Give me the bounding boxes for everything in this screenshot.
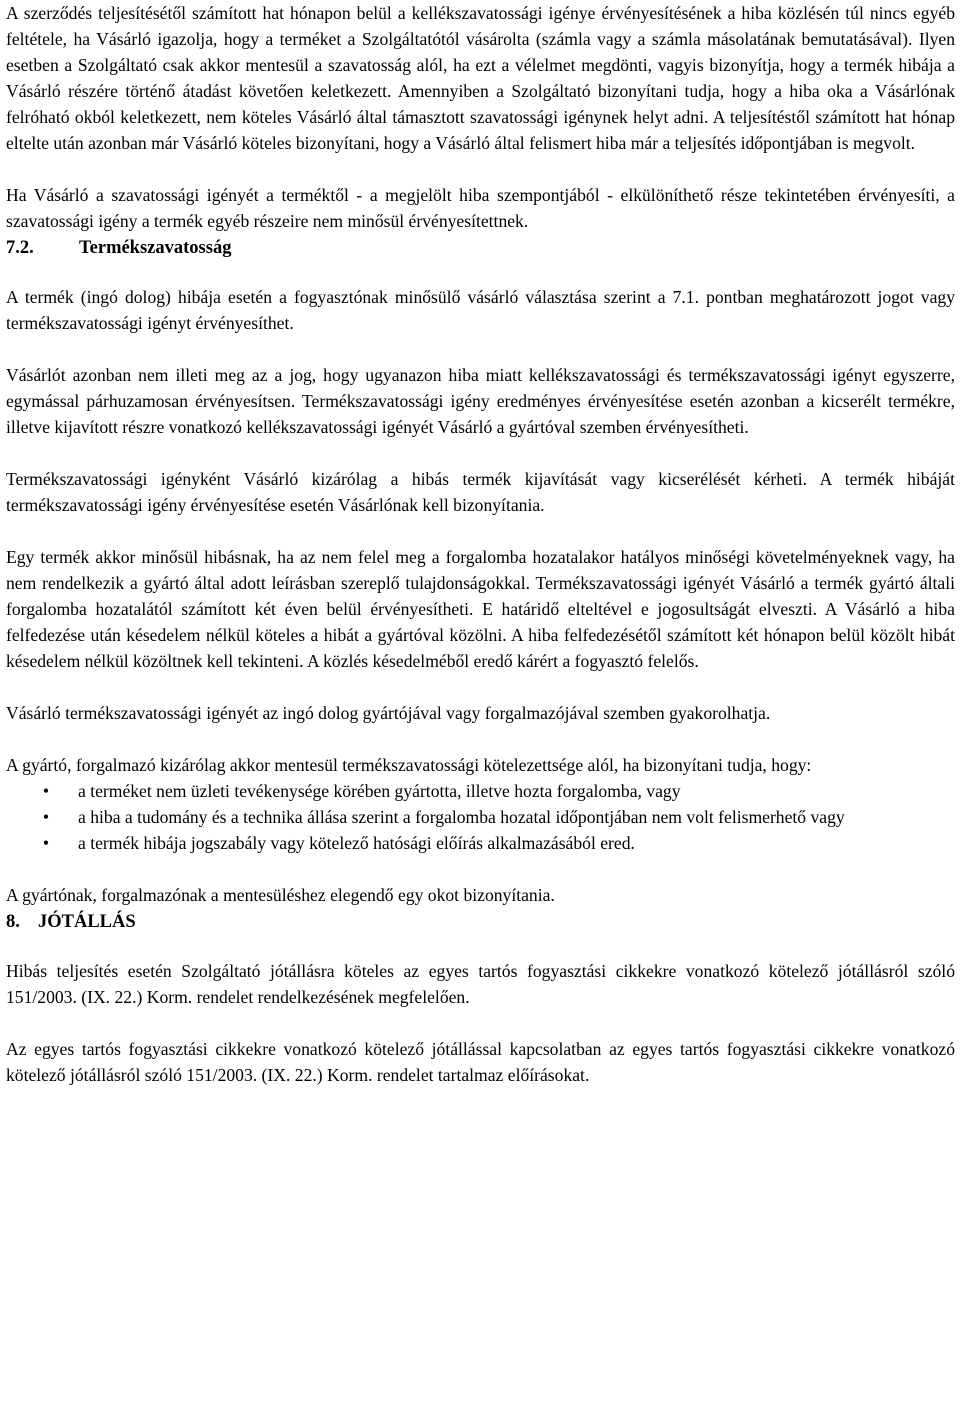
paragraph-repair-or-replace: Termékszavatossági igényként Vásárló kizárólag a hibás termék kijavítását vagy kicserélését kérheti. A termék hibáját termékszavatossági igény érvényesítése esetén Vásárlónak kell bizonyítania. bbox=[6, 469, 955, 515]
paragraph-product-warranty-choice: A termék (ingó dolog) hibája esetén a fogyasztónak minősülő vásárló választása szerint a 7.1. pontban meghatározott jogot vagy termékszavatossági igényt érvényesíthet. bbox=[6, 287, 955, 333]
exemption-list bbox=[6, 778, 955, 856]
paragraph-warranty-burden-of-proof: A szerződés teljesítésétől számított hat hónapon belül a kellékszavatossági igénye érvényesítésének a hiba közlésén túl nincs egyéb feltétele, ha Vásárló igazolja, hogy a terméket a Szolgáltatótól vásárolta (számla vagy a számla másolatának bemutatásával). Ilyen esetben a Szolgáltató csak akkor mentesül a szavatosság alól, ha ezt a vélelmet megdönti, vagyis bizonyítja, hogy a termék hibája a Vásárló részére történő átadást követően keletkezett. Amennyiben a Szolgáltató bizonyítani tudja, hogy a hiba oka a Vásárlónak felróható okból keletkezett, nem köteles Vásárló által támasztott szavatossági igénynek helyt adni. A teljesítéstől számított hat hónap eltelte után azonban már Vásárló köteles bizonyítani, hogy a Vásárló által felismert hiba már a teljesítés időpontjában is megvolt. bbox=[6, 3, 955, 153]
paragraph-defect-definition: Egy termék akkor minősül hibásnak, ha az nem felel meg a forgalomba hozatalakor hatályos minőségi követelményeknek vagy, ha nem rendelkezik a gyártó által adott leírásban szereplő tulajdonságokkal. Termékszavatossági igényét Vásárló a termék gyártó általi forgalomba hozatalától számított két éven belül érvényesítheti. E határidő elteltével e jogosultságát elveszti. A Vásárló a hiba felfedezése után késedelem nélkül köteles a hibát a gyártóval közölni. A hiba felfedezésétől számított két hónapon belül közölt hibát késedelem nélkül közöltnek kell tekinteni. A közlés késedelméből eredő kárért a fogyasztó felelős. bbox=[6, 547, 955, 671]
section-number: 8. bbox=[6, 912, 20, 932]
paragraph-claim-against-manufacturer: Vásárló termékszavatossági igényét az ingó dolog gyártójával vagy forgalmazójával szemben gyakorolhatja. bbox=[6, 703, 771, 723]
paragraph-no-parallel-claims: Vásárlót azonban nem illeti meg az a jog, hogy ugyanazon hiba miatt kellékszavatossági és termékszavatossági igényt egyszerre, egymással párhuzamosan érvényesítsen. Termékszavatossági igény eredményes érvényesítése esetén azonban a kicserélt termékre, illetve kijavított részre vonatkozó kellékszavatossági igényét Vásárló a gyártóval szemben érvényesítheti. bbox=[6, 365, 955, 437]
section-heading-8 bbox=[6, 908, 955, 936]
section-title: JÓTÁLLÁS bbox=[38, 912, 136, 932]
section-number: 7.2. bbox=[6, 238, 34, 258]
section-heading-7-2 bbox=[6, 234, 955, 262]
list-item: • a hiba a tudomány és a technika állása szerint a forgalomba hozatal időpontjában nem volt felismerhető vagy bbox=[6, 804, 955, 830]
paragraph-guarantee-regulation: Az egyes tartós fogyasztási cikkekre vonatkozó kötelező jótállással kapcsolatban az egyes tartós fogyasztási cikkekre vonatkozó kötelező jótállásról szóló 151/2003. (IX. 22.) Korm. rendelet tartalmaz előírásokat. bbox=[6, 1039, 955, 1085]
paragraph-exemption-intro: A gyártó, forgalmazó kizárólag akkor mentesül termékszavatossági kötelezettsége alól, ha bizonyítani tudja, hogy: bbox=[6, 755, 812, 775]
paragraph-guarantee-obligation: Hibás teljesítés esetén Szolgáltató jótállásra köteles az egyes tartós fogyasztási cikkekre vonatkozó kötelező jótállásról szóló 151/2003. (IX. 22.) Korm. rendelet rendelkezésének megfelelően. bbox=[6, 961, 955, 1007]
paragraph-separable-part: Ha Vásárló a szavatossági igényét a terméktől - a megjelölt hiba szempontjából - elkülöníthető része tekintetében érvényesíti, a szavatossági igény a termék egyéb részeire nem minősül érvényesítettnek. bbox=[6, 185, 955, 231]
list-item: • a termék hibája jogszabály vagy kötelező hatósági előírás alkalmazásából ered. bbox=[6, 830, 955, 856]
bullet-icon: • bbox=[42, 781, 50, 801]
document-page bbox=[6, 0, 955, 1088]
paragraph-one-reason-enough: A gyártónak, forgalmazónak a mentesüléshez elegendő egy okot bizonyítania. bbox=[6, 885, 555, 905]
bullet-icon: • bbox=[42, 807, 50, 827]
bullet-icon: • bbox=[42, 833, 50, 853]
section-title: Termékszavatosság bbox=[79, 238, 232, 258]
list-item: • a terméket nem üzleti tevékenysége körében gyártotta, illetve hozta forgalomba, vagy bbox=[6, 778, 955, 804]
